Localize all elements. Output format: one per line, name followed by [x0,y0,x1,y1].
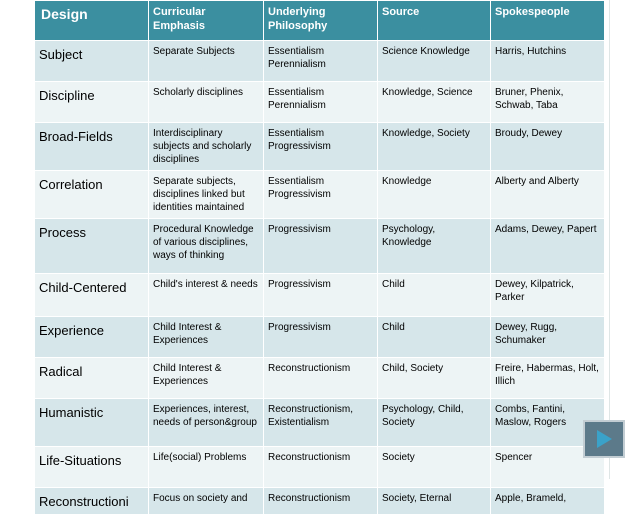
header-design: Design [35,1,149,41]
table-row [35,317,605,358]
cell-emphasis: Interdisciplinary subjects and scholarly disciplines [149,123,264,171]
cell-spokespeople: Spencer [491,447,605,488]
table-row [35,219,605,274]
cell-design: Life-Situations [35,447,149,488]
cell-design: Radical [35,358,149,399]
table-row [35,274,605,317]
cell-source: Science Knowledge [378,41,491,82]
cell-spokespeople: Bruner, Phenix, Schwab, Taba [491,82,605,123]
cell-source: Society [378,447,491,488]
cell-source: Society, Eternal [378,488,491,515]
table-header-row [35,1,605,41]
cell-emphasis: Focus on society and [149,488,264,515]
cell-emphasis: Child's interest & needs [149,274,264,317]
cell-design: Reconstructioni [35,488,149,515]
cell-spokespeople: Harris, Hutchins [491,41,605,82]
table-row [35,399,605,447]
cell-spokespeople: Alberty and Alberty [491,171,605,219]
cell-source: Knowledge [378,171,491,219]
cell-emphasis: Procedural Knowledge of various disciplines, ways of thinking [149,219,264,274]
header-source: Source [378,1,491,41]
cell-philosophy: Reconstructionism, Existentialism [264,399,378,447]
cell-philosophy: Essentialism Progressivism [264,123,378,171]
slide-margin-right [604,0,638,479]
cell-spokespeople: Apple, Brameld, [491,488,605,515]
cell-philosophy: Progressivism [264,317,378,358]
table-row [35,447,605,488]
cell-source: Psychology, Child, Society [378,399,491,447]
cell-source: Child [378,274,491,317]
cell-emphasis: Separate subjects, disciplines linked but identities maintained [149,171,264,219]
cell-design: Broad-Fields [35,123,149,171]
table-row [35,488,605,515]
cell-design: Discipline [35,82,149,123]
cell-emphasis: Child Interest & Experiences [149,317,264,358]
cell-spokespeople: Adams, Dewey, Papert [491,219,605,274]
curriculum-design-table [34,0,605,515]
cell-emphasis: Life(social) Problems [149,447,264,488]
cell-source: Knowledge, Society [378,123,491,171]
cell-philosophy: Essentialism Progressivism [264,171,378,219]
cell-source: Knowledge, Science [378,82,491,123]
table-row [35,358,605,399]
cell-philosophy: Progressivism [264,274,378,317]
cell-philosophy: Essentialism Perennialism [264,41,378,82]
cell-emphasis: Scholarly disciplines [149,82,264,123]
cell-emphasis: Separate Subjects [149,41,264,82]
cell-philosophy: Reconstructionism [264,358,378,399]
cell-philosophy: Progressivism [264,219,378,274]
header-spokespeople: Spokespeople [491,1,605,41]
cell-design: Humanistic [35,399,149,447]
table-row [35,123,605,171]
cell-source: Child, Society [378,358,491,399]
slide-margin-left [0,0,34,479]
cell-design: Correlation [35,171,149,219]
cell-emphasis: Experiences, interest, needs of person&group [149,399,264,447]
header-curricular-emphasis: Curricular Emphasis [149,1,264,41]
cell-design: Experience [35,317,149,358]
cell-source: Psychology, Knowledge [378,219,491,274]
cell-design: Process [35,219,149,274]
cell-philosophy: Essentialism Perennialism [264,82,378,123]
table-row [35,171,605,219]
cell-philosophy: Reconstructionism [264,447,378,488]
cell-spokespeople: Dewey, Rugg, Schumaker [491,317,605,358]
cell-design: Subject [35,41,149,82]
cell-spokespeople: Dewey, Kilpatrick, Parker [491,274,605,317]
cell-emphasis: Child Interest & Experiences [149,358,264,399]
header-underlying-philosophy: Underlying Philosophy [264,1,378,41]
cell-design: Child-Centered [35,274,149,317]
table-row [35,41,605,82]
cell-source: Child [378,317,491,358]
cell-spokespeople: Freire, Habermas, Holt, Illich [491,358,605,399]
next-slide-button[interactable] [583,420,625,458]
cell-philosophy: Reconstructionism [264,488,378,515]
table-row [35,82,605,123]
cell-spokespeople: Broudy, Dewey [491,123,605,171]
cell-spokespeople: Combs, Fantini, Maslow, Rogers [491,399,605,447]
play-arrow-icon [597,430,612,448]
